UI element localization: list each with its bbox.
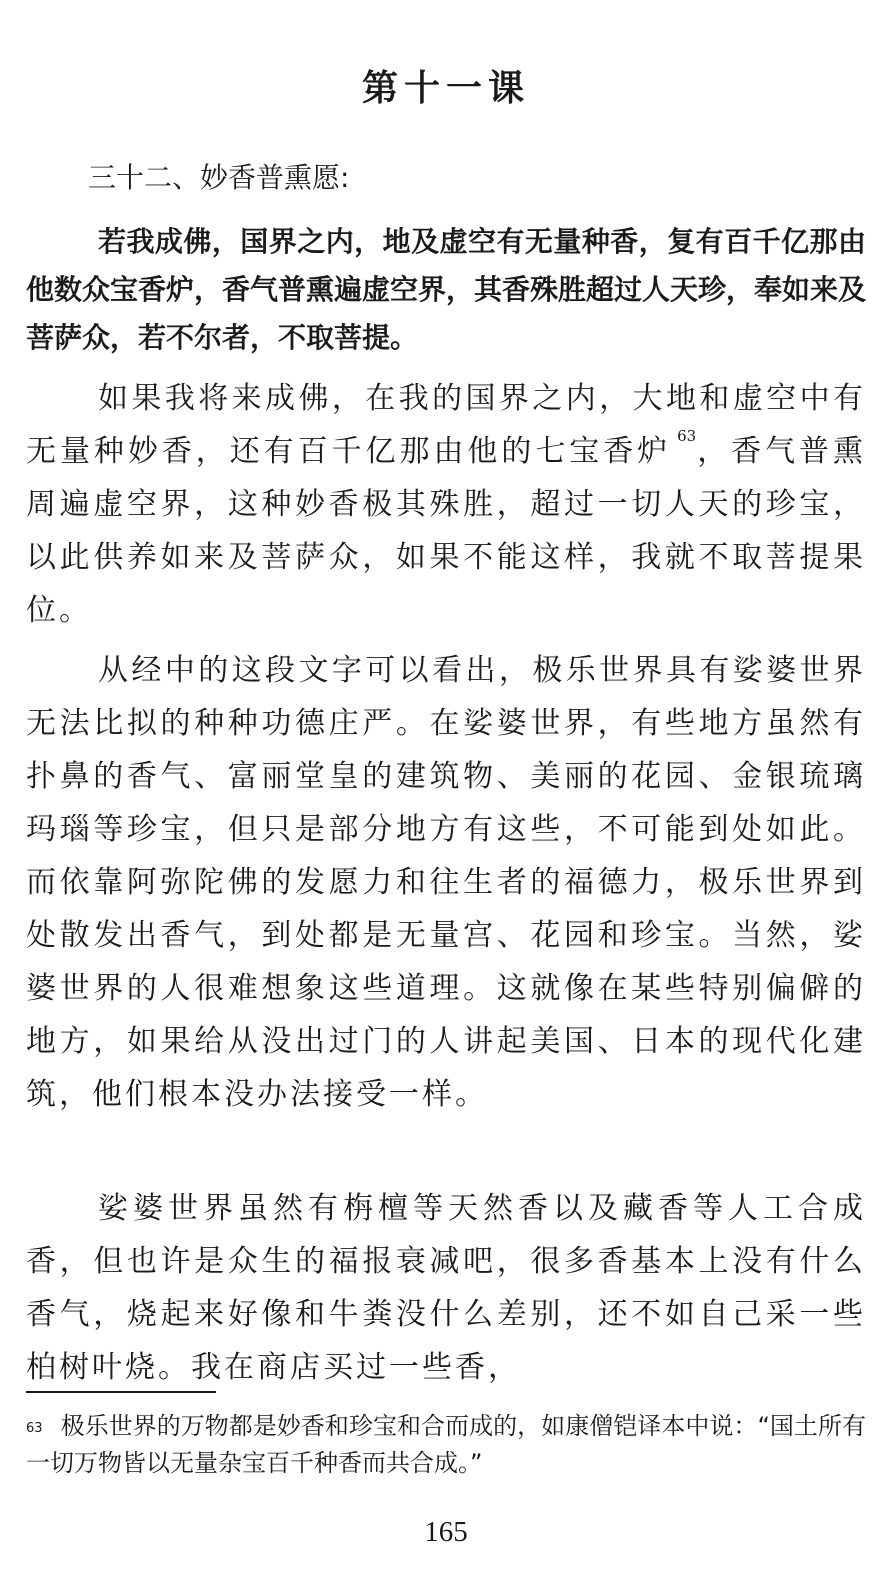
footnote-divider — [26, 1391, 216, 1393]
paragraph-1-part-b: ，香气普熏周遍虚空界，这种妙香极其殊胜，超过一切人天的珍宝，以此供养如来及菩萨众，如果不能这样，我就不取菩提果位。 — [26, 434, 867, 628]
lesson-title: 第十一课 — [361, 67, 530, 109]
page-number: 165 — [424, 1516, 468, 1548]
footnote-text: 极乐世界的万物都是妙香和珍宝和合而成的，如康僧铠译本中说：“国土所有一切万物皆以无量杂宝百千种香而共合成。” — [26, 1412, 866, 1477]
footnote-reference[interactable]: 63 — [677, 427, 697, 445]
paragraph-1 — [26, 372, 866, 637]
vow-heading: 三十二、妙香普熏愿: — [88, 161, 350, 194]
sutra-quote: 若我成佛，国界之内，地及虚空有无量种香，复有百千亿那由他数众宝香炉，香气普熏遍虚空界，其香殊胜超过人天珍，奉如来及菩萨众，若不尔者，不取菩提。 — [26, 225, 867, 354]
paragraph-2: 从经中的这段文字可以看出，极乐世界具有娑婆世界无法比拟的种种功德庄严。在娑婆世界，有些地方虽然有扑鼻的香气、富丽堂皇的建筑物、美丽的花园、金银琉璃玛瑙等珍宝，但只是部分地方有这些，不可能到处如此。而依靠阿弥陀佛的发愿力和往生者的福德力，极乐世界到处散发出香气，到处都是无量宫、花园和珍宝。当然，娑婆世界的人很难想象这些道理。这就像在某些特别偏僻的地方，如果给从没出过门的人讲起美国、日本的现代化建筑，他们根本没办法接受一样。 — [26, 653, 866, 1112]
footnote — [26, 1408, 866, 1482]
footnote-number: 63 — [26, 1421, 43, 1436]
paragraph-1-part-a: 如果我将来成佛，在我的国界之内，大地和虚空中有无量种妙香，还有百千亿那由他的七宝香炉 — [26, 381, 866, 469]
paragraph-3: 娑婆世界虽然有栴檀等天然香以及藏香等人工合成香，但也许是众生的福报衰减吧，很多香基本上没有什么香气，烧起来好像和牛粪没什么差别，还不如自己采一些柏树叶烧。我在商店买过一些香， — [26, 1191, 866, 1385]
